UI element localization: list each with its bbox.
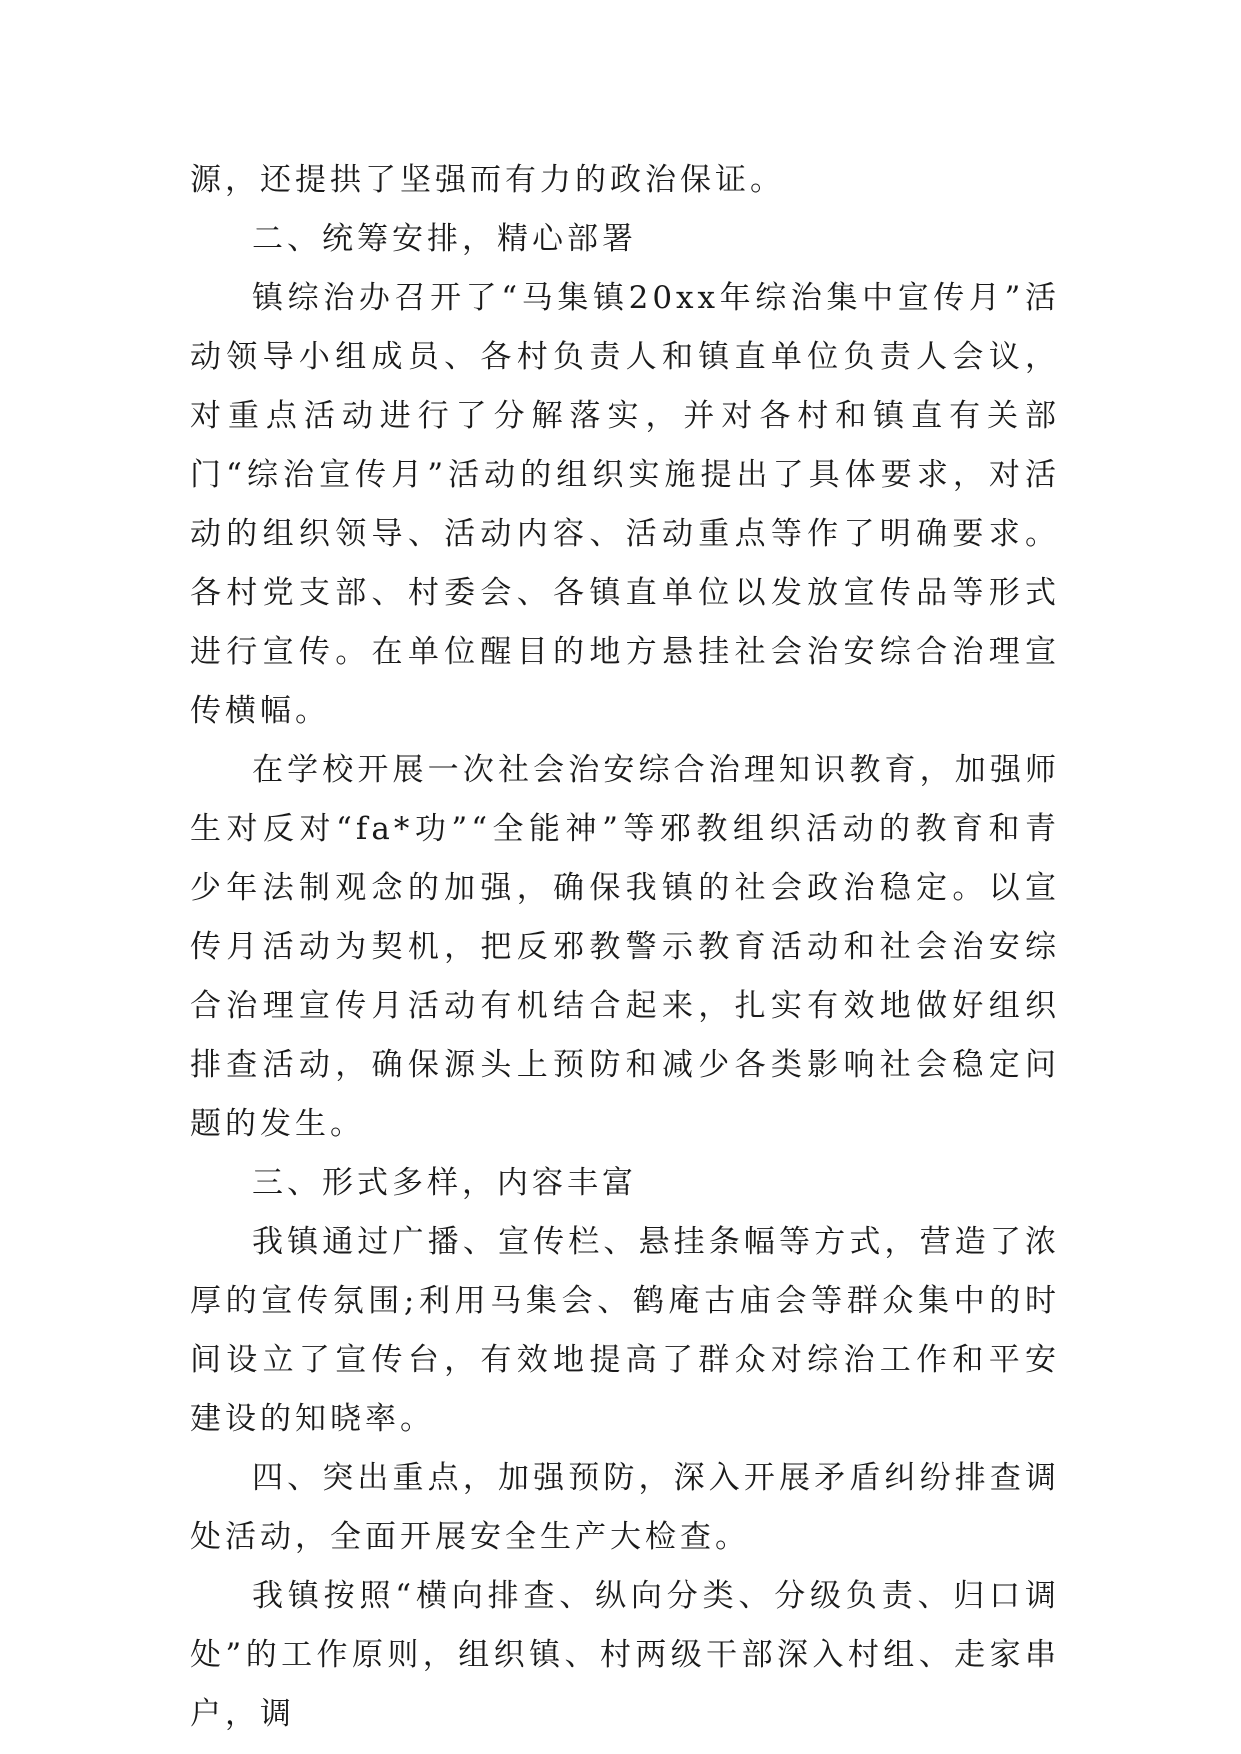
section-heading-3: 三、形式多样，内容丰富	[252, 1165, 637, 1201]
document-body	[190, 151, 1060, 1744]
paragraph: 在学校开展一次社会治安综合治理知识教育，加强师生对反对“fa*功”“全能神”等邪教组织活动的教育和青少年法制观念的加强，确保我镇的社会政治稳定。以宣传月活动为契机，把反邪教警示教育活动和社会治安综合治理宣传月活动有机结合起来，扎实有效地做好组织排查活动，确保源头上预防和减少各类影响社会稳定问题的发生。	[190, 752, 1060, 1142]
paragraph: 我镇通过广播、宣传栏、悬挂条幅等方式，营造了浓厚的宣传氛围;利用马集会、鹤庵古庙会等群众集中的时间设立了宣传台，有效地提高了群众对综治工作和平安建设的知晓率。	[190, 1224, 1060, 1437]
section-heading-4: 四、突出重点，加强预防，深入开展矛盾纠纷排查调处活动，全面开展安全生产大检查。	[190, 1460, 1060, 1555]
section-heading-2: 二、统筹安排，精心部署	[252, 221, 637, 257]
paragraph: 我镇按照“横向排查、纵向分类、分级负责、归口调处”的工作原则，组织镇、村两级干部深入村组、走家串户，调	[190, 1578, 1060, 1732]
paragraph-continuation: 源，还提拱了坚强而有力的政治保证。	[190, 162, 785, 198]
paragraph: 镇综治办召开了“马集镇20xx年综治集中宣传月”活动领导小组成员、各村负责人和镇直单位负责人会议，对重点活动进行了分解落实，并对各村和镇直有关部门“综治宣传月”活动的组织实施提出了具体要求，对活动的组织领导、活动内容、活动重点等作了明确要求。各村党支部、村委会、各镇直单位以发放宣传品等形式进行宣传。在单位醒目的地方悬挂社会治安综合治理宣传横幅。	[190, 280, 1060, 729]
